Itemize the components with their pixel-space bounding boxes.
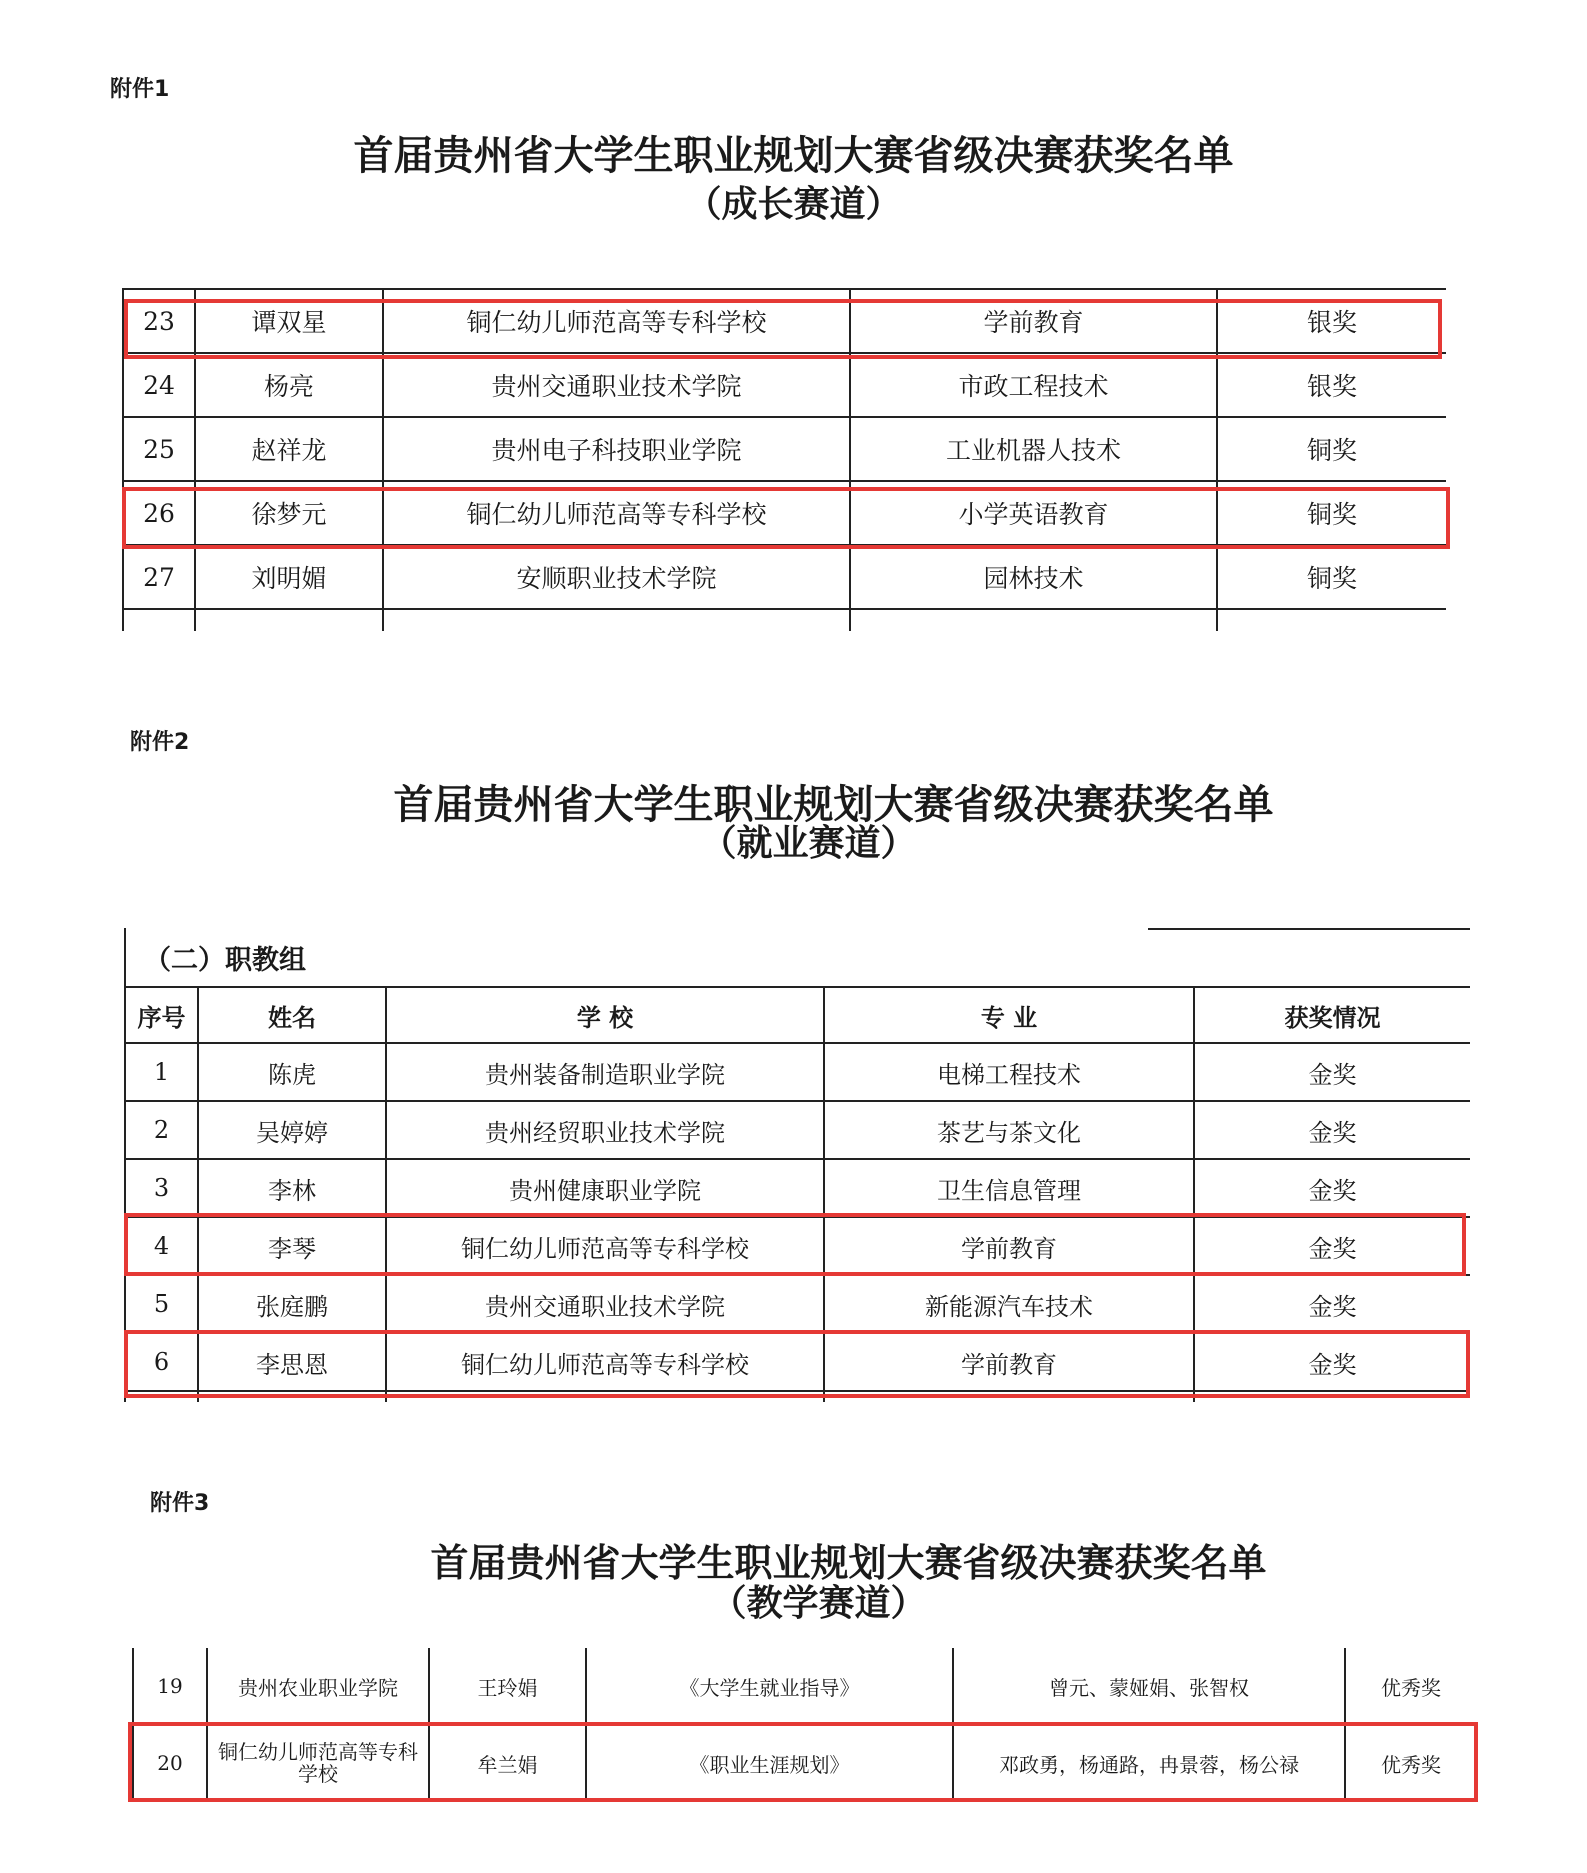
cell-school: 铜仁幼儿师范高等专科学校 [207,1725,429,1801]
cell-school: 贵州装备制造职业学院 [386,1043,824,1101]
cut-cell [123,609,195,631]
cell-name: 赵祥龙 [195,417,383,481]
rule-line [1148,928,1470,930]
header-award: 获奖情况 [1194,987,1470,1043]
cell-index: 27 [123,545,195,609]
highlight-box [122,487,1450,549]
header-name: 姓名 [198,987,386,1043]
cell-major: 工业机器人技术 [850,417,1217,481]
cell-index: 26 [123,481,195,545]
cell-school: 铜仁幼儿师范高等专科学校 [386,1333,824,1391]
cell-award: 优秀奖 [1345,1725,1476,1801]
cut-cell [850,609,1217,631]
attachment-label: 附件3 [150,1491,210,1516]
cell-course: 《大学生就业指导》 [586,1648,953,1725]
cell-index: 4 [125,1217,198,1275]
table-row [123,545,1446,609]
cell-name: 谭双星 [195,289,383,353]
cell-name: 李林 [198,1159,386,1217]
cell-name: 李琴 [198,1217,386,1275]
cell-major: 园林技术 [850,545,1217,609]
rule-line [124,928,126,986]
header-index: 序号 [125,987,198,1043]
cell-award: 铜奖 [1217,417,1446,481]
cell-major: 茶艺与茶文化 [824,1101,1194,1159]
cell-award: 金奖 [1194,1159,1470,1217]
cell-name: 吴婷婷 [198,1101,386,1159]
cell-award: 铜奖 [1217,545,1446,609]
document-subtitle: （成长赛道） [685,183,902,225]
table-row [123,353,1446,417]
cell-team: 曾元、蒙娅娟、张智权 [953,1648,1345,1725]
table-row-cut [123,609,1446,631]
cell-teacher: 王玲娟 [429,1648,586,1725]
highlight-box [124,1330,1470,1398]
cell-index: 24 [123,353,195,417]
cell-team: 邓政勇，杨通路，冉景蓉，杨公禄 [953,1725,1345,1801]
cell-award: 金奖 [1194,1043,1470,1101]
cell-name: 刘明媚 [195,545,383,609]
cell-index: 1 [125,1043,198,1101]
cell-name: 陈虎 [198,1043,386,1101]
cell-index: 19 [133,1648,207,1725]
cut-cell [1217,609,1446,631]
cut-cell [383,609,850,631]
cell-school: 贵州农业职业学院 [207,1648,429,1725]
cell-school: 安顺职业技术学院 [383,545,850,609]
cell-major: 学前教育 [824,1217,1194,1275]
cell-index: 23 [123,289,195,353]
document-subtitle: （教学赛道） [710,1582,927,1624]
cell-award: 优秀奖 [1345,1648,1476,1725]
cell-award: 金奖 [1194,1101,1470,1159]
cell-school: 贵州经贸职业技术学院 [386,1101,824,1159]
cell-award: 金奖 [1194,1333,1470,1391]
cell-award: 金奖 [1194,1275,1470,1333]
cell-index: 5 [125,1275,198,1333]
cell-name: 徐梦元 [195,481,383,545]
cell-index: 2 [125,1101,198,1159]
group-label: （二）职教组 [144,945,306,976]
table-row [133,1648,1476,1725]
table-row [125,1101,1470,1159]
cell-school: 贵州交通职业技术学院 [383,353,850,417]
cell-major: 新能源汽车技术 [824,1275,1194,1333]
cell-major: 市政工程技术 [850,353,1217,417]
table-row [125,1159,1470,1217]
cell-school: 铜仁幼儿师范高等专科学校 [386,1217,824,1275]
cell-school: 铜仁幼儿师范高等专科学校 [383,481,850,545]
cell-school: 贵州健康职业学院 [386,1159,824,1217]
highlight-box [124,1213,1466,1276]
attachment-label: 附件2 [130,730,190,755]
table-header-row [125,987,1470,1043]
header-school: 学 校 [386,987,824,1043]
cell-award: 银奖 [1217,353,1446,417]
cell-school: 铜仁幼儿师范高等专科学校 [383,289,850,353]
table-row [123,417,1446,481]
highlight-box [128,1722,1478,1802]
cell-index: 25 [123,417,195,481]
cell-major: 学前教育 [850,289,1217,353]
cell-major: 电梯工程技术 [824,1043,1194,1101]
cell-award: 铜奖 [1217,481,1446,545]
document-subtitle: （就业赛道） [700,822,917,864]
cell-name: 杨亮 [195,353,383,417]
cell-name: 张庭鹏 [198,1275,386,1333]
cell-major: 学前教育 [824,1333,1194,1391]
cell-major: 小学英语教育 [850,481,1217,545]
cell-name: 李思恩 [198,1333,386,1391]
table-row [125,1275,1470,1333]
cell-school: 贵州交通职业技术学院 [386,1275,824,1333]
table-row [125,1043,1470,1101]
cell-award: 金奖 [1194,1217,1470,1275]
cell-major: 卫生信息管理 [824,1159,1194,1217]
cell-index: 20 [133,1725,207,1801]
cell-teacher: 牟兰娟 [429,1725,586,1801]
header-major: 专 业 [824,987,1194,1043]
attachment-label: 附件1 [110,77,170,102]
cell-course: 《职业生涯规划》 [586,1725,953,1801]
cell-school: 贵州电子科技职业学院 [383,417,850,481]
highlight-box [124,299,1442,359]
cell-award: 银奖 [1217,289,1446,353]
document-title: 首届贵州省大学生职业规划大赛省级决赛获奖名单 [353,132,1234,179]
document-title: 首届贵州省大学生职业规划大赛省级决赛获奖名单 [393,781,1274,828]
cut-cell [195,609,383,631]
cell-index: 3 [125,1159,198,1217]
cell-index: 6 [125,1333,198,1391]
document-title: 首届贵州省大学生职业规划大赛省级决赛获奖名单 [430,1540,1267,1585]
